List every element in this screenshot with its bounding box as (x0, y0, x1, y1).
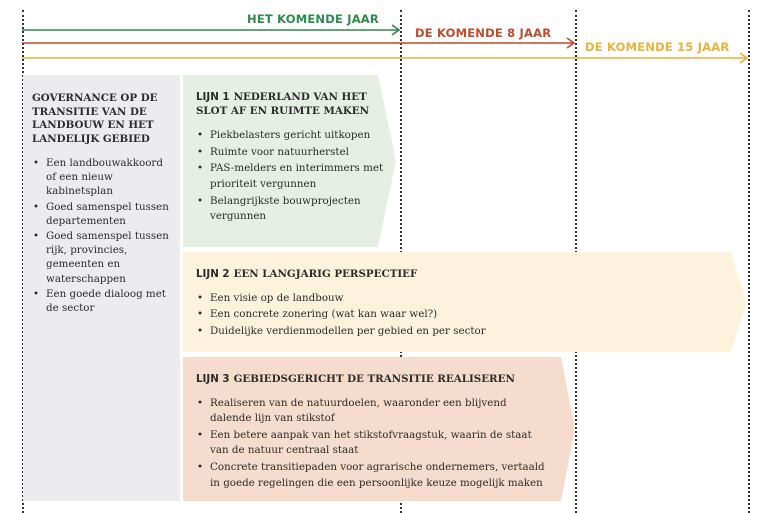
lijn-2-number: LIJN 2 (196, 268, 230, 280)
lijn-1-item: • Piekbelasters gericht uitkopen (196, 128, 386, 144)
lijn-3-item: • Concrete transitiepaden voor agrarische ondernemers, vertaald in goede regelingen die een persoonlijke keuze mogelijk maken (196, 460, 551, 491)
lijn-1-item: • PAS-melders en interimmers met prioriteit vergunnen (196, 161, 386, 192)
lijn-2-panel (183, 252, 748, 352)
lijn-3-title: GEBIEDSGERICHT DE TRANSITIE REALISEREN (233, 373, 515, 385)
lijn-3-item: • Een betere aanpak van het stikstofvraagstuk, waarin de staat van de natuur centraal staat (196, 428, 551, 459)
lijn-2-item: • Een concrete zonering (wat kan waar wel?) (196, 307, 696, 323)
lijn-3-list (196, 396, 551, 492)
timeline-arrows (0, 0, 770, 70)
lijn-1-title: NEDERLAND VAN HET SLOT AF EN RUIMTE MAKEN (196, 91, 370, 117)
lijn-3-item: • Realiseren van de natuurdoelen, waaronder een blijvend dalende lijn van stikstof (196, 396, 551, 427)
arrow-het-komende-jaar (22, 25, 399, 35)
lijn-1-number: LIJN 1 (196, 91, 230, 103)
lijn-1-list (196, 128, 386, 225)
lijn-2-list (196, 291, 696, 340)
lijn-3-number: LIJN 3 (196, 373, 230, 385)
lijn-1-heading (196, 91, 386, 118)
governance-item: • Goed samenspel tussen departementen (32, 200, 172, 228)
lijn-2-item: • Duidelijke verdienmodellen per gebied en per sector (196, 324, 696, 340)
governance-list (32, 156, 172, 316)
timeline-divider-15-years (748, 10, 750, 513)
lijn-2-item: • Een visie op de landbouw (196, 291, 696, 307)
governance-title: GOVERNANCE OP DE TRANSITIE VAN DE LANDBOUW EN HET LANDELIJK GEBIED (32, 92, 158, 145)
arrow-komende-15-jaar (22, 53, 747, 63)
label-komende-8-jaar: DE KOMENDE 8 JAAR (415, 26, 552, 40)
governance-item: • Goed samenspel tussen rijk, provincies, gemeenten en waterschappen (32, 229, 172, 286)
label-komende-15-jaar: DE KOMENDE 15 JAAR (585, 40, 730, 54)
lijn-1-item: • Belangrijkste bouwprojecten vergunnen (196, 194, 386, 225)
lijn-1-item: • Ruimte voor natuurherstel (196, 145, 386, 161)
governance-item: • Een goede dialoog met de sector (32, 287, 172, 315)
lijn-3-heading (196, 373, 551, 387)
lijn-2-title: EEN LANGJARIG PERSPECTIEF (233, 268, 418, 280)
lijn-1-panel (183, 75, 398, 247)
lijn-2-heading (196, 268, 696, 282)
governance-item: • Een landbouwakkoord of een nieuw kabinetsplan (32, 156, 172, 199)
label-het-komende-jaar: HET KOMENDE JAAR (247, 12, 379, 26)
lijn-3-panel (183, 357, 576, 501)
governance-panel (23, 75, 180, 501)
